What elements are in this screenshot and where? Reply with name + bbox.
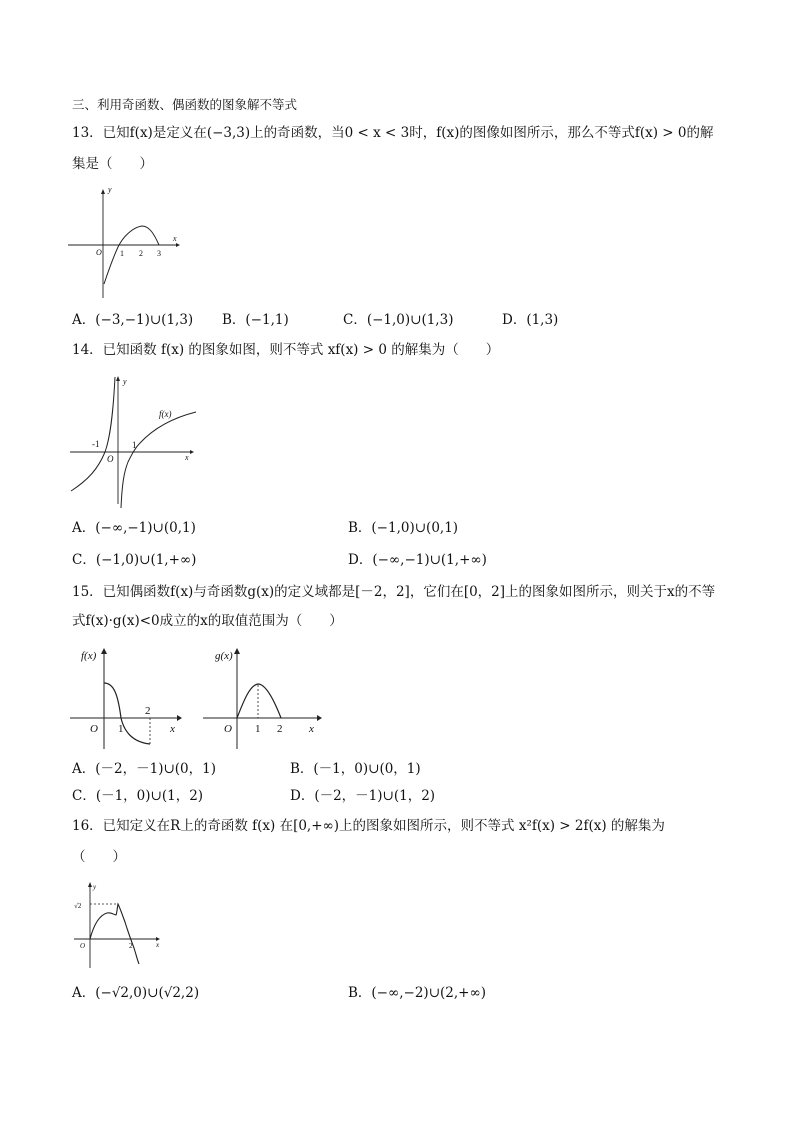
x-axis-arrow	[190, 450, 194, 454]
tick-label: -1	[92, 439, 100, 449]
q16-option-a[interactable]: A．(−√2,0)∪(√2,2)	[72, 985, 200, 1001]
tick-label: 3	[157, 249, 161, 258]
origin-label: O	[107, 454, 114, 464]
y-axis-arrow	[88, 882, 92, 887]
origin-label: O	[90, 723, 98, 735]
q13-graph	[68, 186, 183, 304]
q13-option-d[interactable]: D．(1,3)	[502, 312, 559, 328]
q16-graph	[72, 880, 172, 972]
y-label: g(x)	[215, 650, 233, 662]
q13-curve	[104, 226, 159, 284]
q15-option-d[interactable]: D．(－2，－1)∪(1，2)	[290, 788, 436, 804]
origin-label: O	[96, 248, 102, 257]
y-axis-arrow	[116, 376, 120, 381]
y-label: y	[108, 185, 112, 194]
x-axis-arrow	[177, 715, 182, 721]
q16-curve	[90, 904, 139, 964]
x-axis-arrow	[176, 243, 180, 247]
y-label: y	[123, 377, 127, 386]
q14-graph	[68, 372, 200, 512]
q13-option-b[interactable]: B．(−1,1)	[222, 312, 289, 328]
tick-label: 2	[129, 942, 133, 950]
tick-label: 1	[255, 723, 261, 735]
q14-left-branch	[71, 377, 115, 491]
g-curve	[237, 684, 281, 718]
q14-option-a[interactable]: A．(−∞,−1)∪(0,1)	[72, 520, 196, 536]
x-label: x	[156, 941, 160, 949]
q14-option-c[interactable]: C．(−1,0)∪(1,+∞)	[72, 552, 197, 568]
tick-label: 1	[120, 249, 124, 258]
q13-stem-line1: 13．已知f(x)是定义在(−3,3)上的奇函数，当0 < x < 3时，f(x)的图像如图所示，那么不等式f(x) > 0的解	[72, 125, 714, 141]
q15-stem-line2: 式f(x)·g(x)<0成立的x的取值范围为（ ）	[72, 613, 343, 629]
q16-stem-line1: 16．已知定义在R上的奇函数 f(x) 在[0,+∞)上的图象如图所示，则不等式 x²f(x) > 2f(x) 的解集为	[72, 818, 665, 834]
q15-stem-line1: 15．已知偶函数f(x)与奇函数g(x)的定义域都是[－2，2]，它们在[0，2]上的图象如图所示，则关于x的不等	[72, 584, 716, 600]
q15-option-c[interactable]: C．(－1，0)∪(1，2)	[72, 788, 204, 804]
q15-option-a[interactable]: A．(－2，－1)∪(0，1)	[72, 761, 216, 777]
q13-stem-line2: 集是（ ）	[72, 156, 153, 172]
q16-option-b[interactable]: B．(−∞,−2)∪(2,+∞)	[348, 985, 486, 1001]
section-title: 三、利用奇函数、偶函数的图象解不等式	[72, 97, 298, 112]
q13-option-c[interactable]: C．(−1,0)∪(1,3)	[343, 312, 454, 328]
f-curve	[104, 683, 150, 744]
tick-label: 2	[139, 249, 143, 258]
x-label: x	[309, 723, 314, 735]
q14-option-b[interactable]: B．(−1,0)∪(0,1)	[348, 520, 459, 536]
q14-stem-line1: 14．已知函数 f(x) 的图象如图，则不等式 xf(x) > 0 的解集为（ ）	[72, 342, 500, 358]
y-axis-arrow	[101, 189, 105, 194]
origin-label: O	[224, 723, 232, 735]
x-label: x	[170, 723, 175, 735]
tick-label: 2	[145, 705, 151, 717]
y-tick-label: √2	[74, 902, 82, 910]
function-label: f(x)	[159, 409, 172, 419]
x-label: x	[185, 453, 189, 462]
q15-f-graph	[66, 645, 190, 755]
q15-g-graph	[198, 645, 328, 755]
q14-option-d[interactable]: D．(−∞,−1)∪(1,+∞)	[348, 552, 487, 568]
y-label: f(x)	[81, 650, 97, 662]
q13-option-a[interactable]: A．(−3,−1)∪(1,3)	[72, 312, 194, 328]
tick-label: 1	[118, 723, 124, 735]
q16-stem-line2: （ ）	[72, 849, 126, 865]
x-axis-arrow	[317, 715, 322, 721]
y-label: y	[93, 883, 97, 891]
y-axis-arrow	[234, 648, 240, 654]
y-axis-arrow	[101, 648, 107, 654]
origin-label: O	[80, 942, 86, 950]
x-label: x	[173, 234, 177, 243]
q15-option-b[interactable]: B．(－1，0)∪(0，1)	[290, 761, 421, 777]
tick-label: 1	[132, 440, 137, 450]
tick-label: 2	[277, 723, 283, 735]
